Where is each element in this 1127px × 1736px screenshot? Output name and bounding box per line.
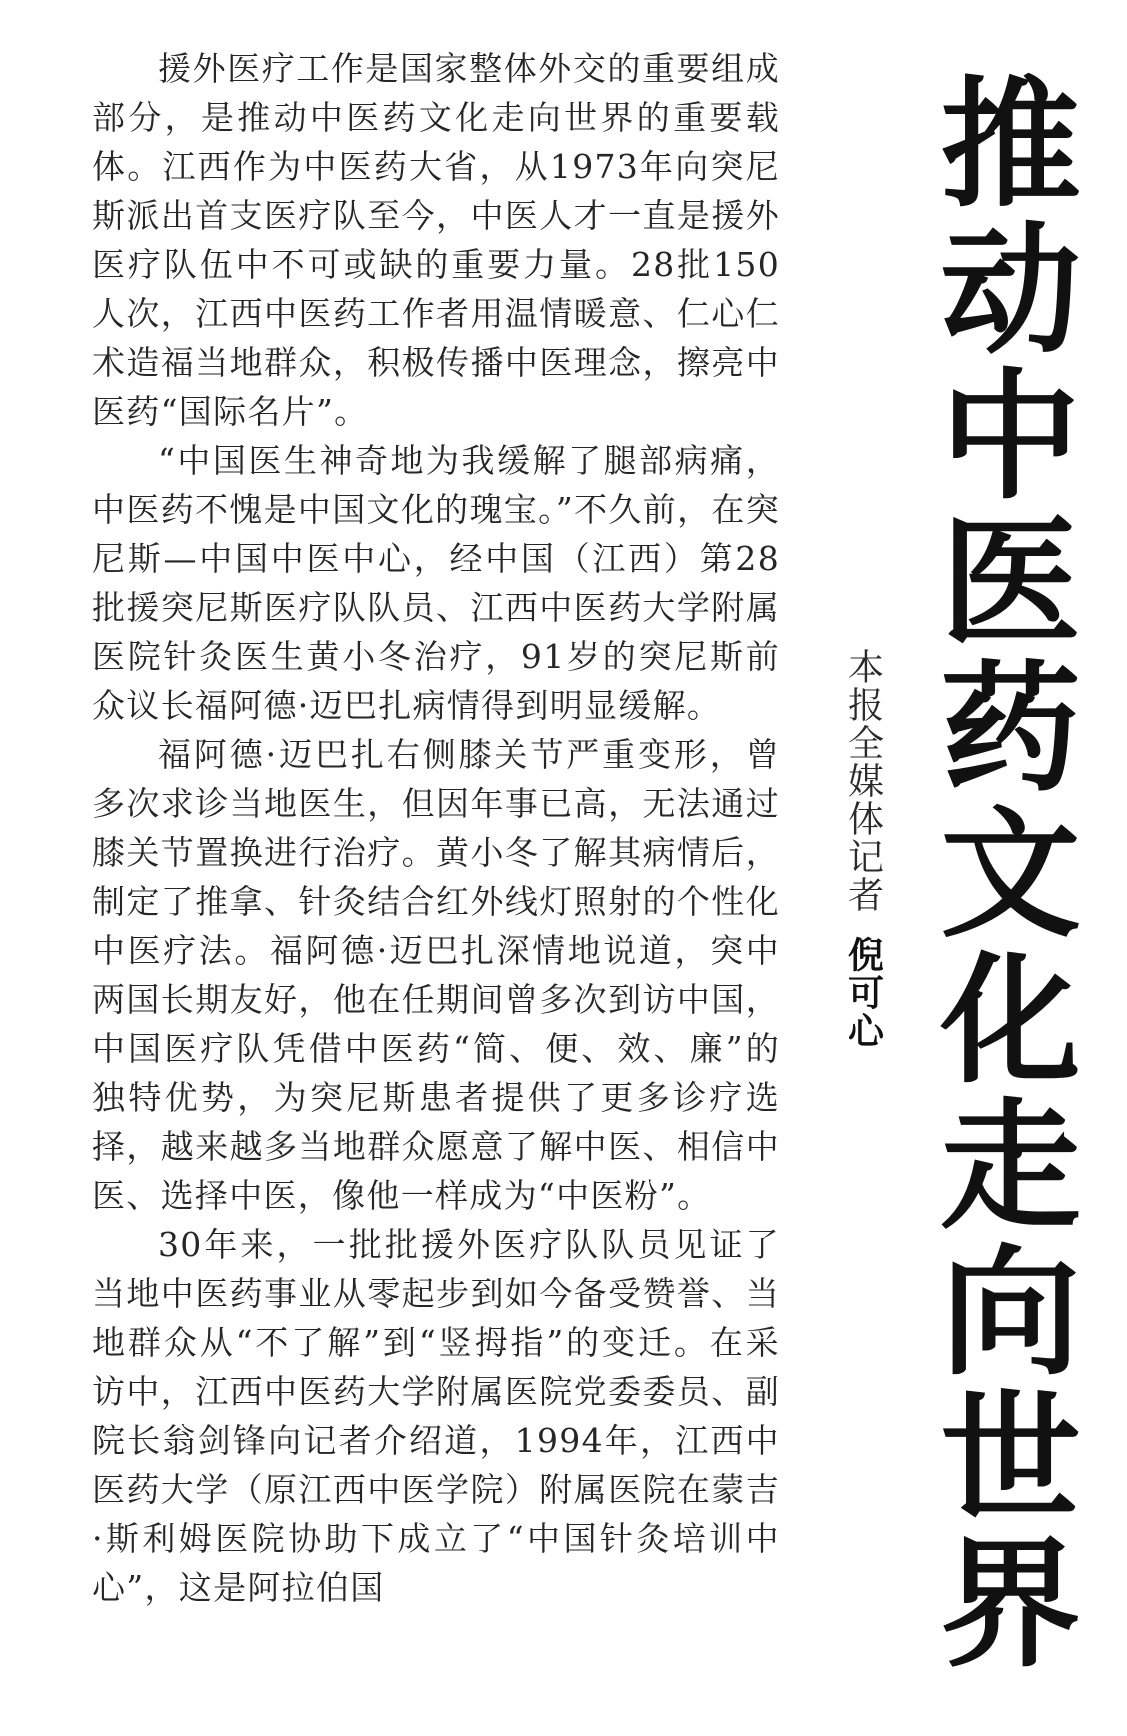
article-paragraph: 援外医疗工作是国家整体外交的重要组成部分，是推动中医药文化走向世界的重要载体。江西作为中医药大省，从1973年向突尼斯派出首支医疗队至今，中医人才一直是援外医疗队伍中不可或缺的重要力量。28批150人次，江西中医药工作者用温情暖意、仁心仁术造福当地群众，积极传播中医理念，擦亮中医药“国际名片”。 — [92, 49, 780, 431]
headline-column — [918, 70, 1078, 1720]
byline — [838, 648, 888, 1050]
headline: 推动中医药文化走向世界 — [917, 70, 1080, 1676]
byline-author: 倪可心 — [842, 936, 884, 1050]
article-paragraph: “中国医生神奇地为我缓解了腿部病痛，中医药不愧是中国文化的瑰宝。”不久前，在突尼斯—中国中医中心，经中国（江西）第28批援突尼斯医疗队队员、江西中医药大学附属医院针灸医生黄小冬治疗，91岁的突尼斯前众议长福阿德·迈巴扎病情得到明显缓解。 — [92, 441, 780, 725]
article-paragraph: 30年来，一批批援外医疗队队员见证了当地中医药事业从零起步到如今备受赞誉、当地群众从“不了解”到“竖拇指”的变迁。在采访中，江西中医药大学附属医院党委委员、副院长翁剑锋向记者介绍道，1994年，江西中医药大学（原江西中医学院）附属医院在蒙吉·斯利姆医院协助下成立了“中国针灸培训中心”，这是阿拉伯国 — [92, 1225, 780, 1607]
byline-prefix: 本报全媒体记者 — [842, 648, 884, 914]
article-body — [92, 44, 780, 1612]
article-paragraph: 福阿德·迈巴扎右侧膝关节严重变形，曾多次求诊当地医生，但因年事已高，无法通过膝关节置换进行治疗。黄小冬了解其病情后，制定了推拿、针灸结合红外线灯照射的个性化中医疗法。福阿德·迈巴扎深情地说道，突中两国长期友好，他在任期间曾多次到访中国，中国医疗队凭借中医药“简、便、效、廉”的独特优势，为突尼斯患者提供了更多诊疗选择，越来越多当地群众愿意了解中医、相信中医、选择中医，像他一样成为“中医粉”。 — [92, 735, 780, 1215]
